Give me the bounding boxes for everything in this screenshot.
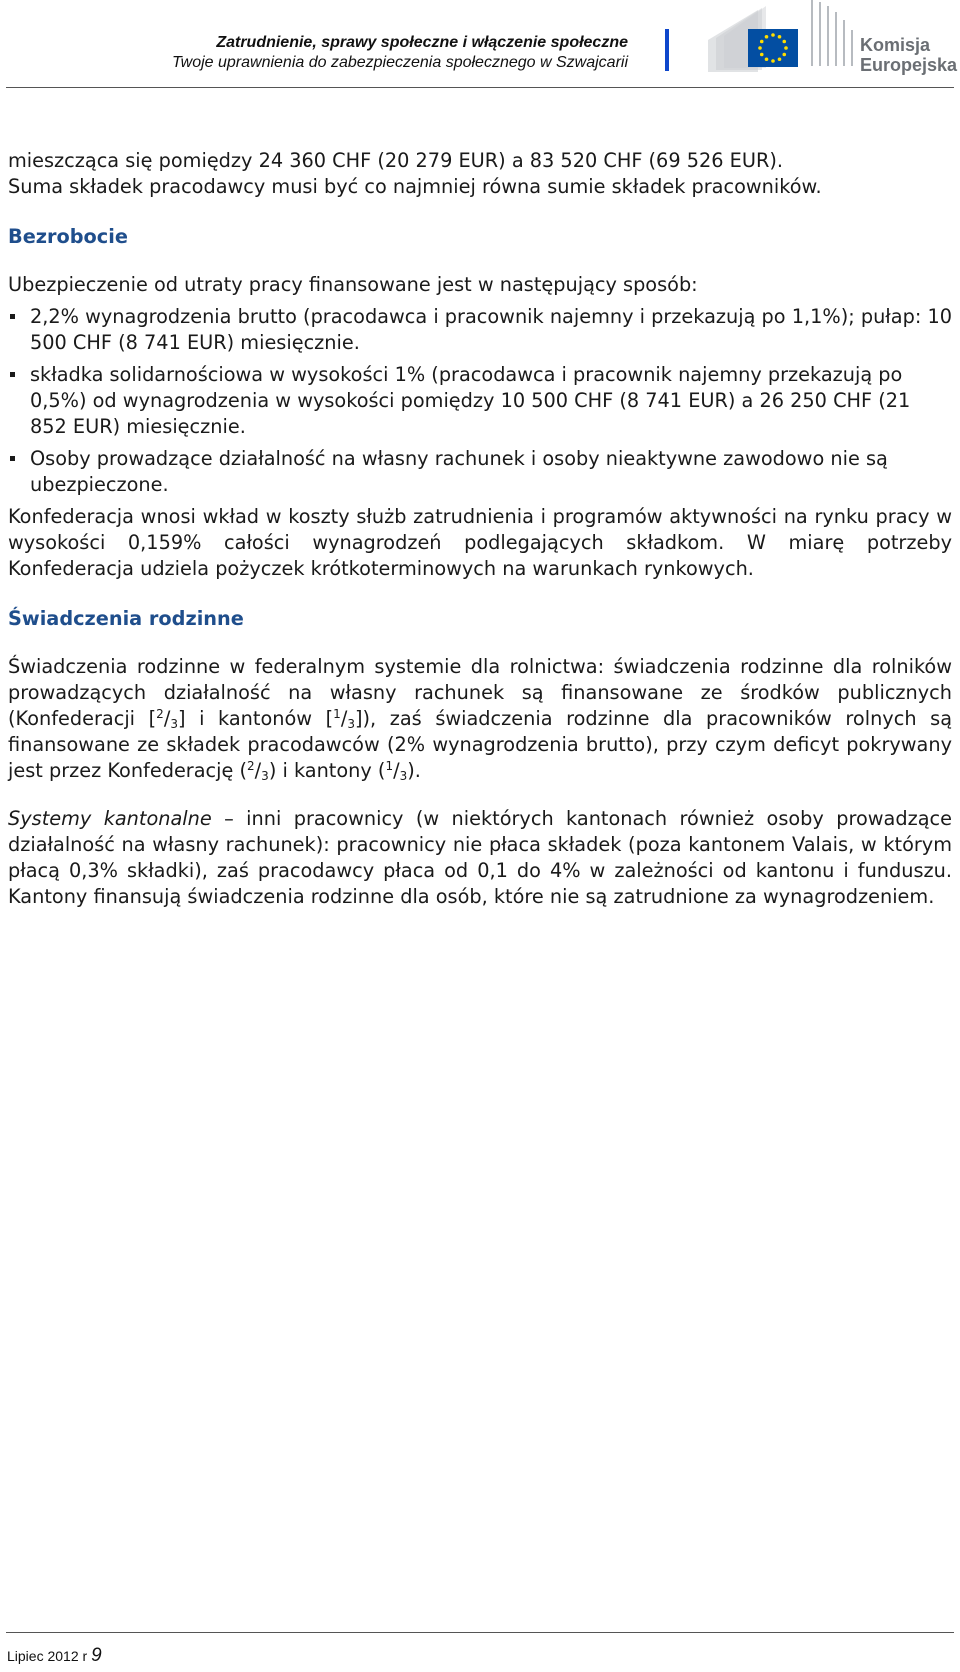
section-heading-unemployment: Bezrobocie bbox=[8, 225, 128, 248]
european-commission-logo bbox=[708, 0, 960, 82]
intro-line-1: mieszcząca się pomiędzy 24 360 CHF (20 279 EUR) a 83 520 CHF (69 526 EUR). bbox=[8, 149, 783, 172]
eu-star-icon bbox=[765, 57, 769, 61]
unemployment-bullet-list bbox=[8, 304, 952, 498]
bullet-square-icon bbox=[10, 314, 15, 319]
header-accent-bar bbox=[665, 29, 669, 71]
footer-rule bbox=[6, 1632, 954, 1633]
header-rule bbox=[6, 87, 954, 88]
eu-star-icon bbox=[782, 53, 786, 57]
eu-star-icon bbox=[778, 35, 782, 39]
eu-star-icon bbox=[760, 53, 764, 57]
page-footer bbox=[7, 1645, 102, 1667]
eu-star-icon bbox=[760, 40, 764, 44]
eu-star-icon bbox=[758, 46, 762, 50]
logo-wordmark: Komisja Europejska bbox=[860, 35, 958, 75]
list-item: składka solidarnościowa w wysokości 1% (pracodawca i pracownik najemny przekazują po 0,5%) od wynagrodzenia w wysokości pomiędzy 10 500 CHF (8 741 EUR) a 26 250 CHF (21 852 EUR) miesięcznie. bbox=[8, 362, 952, 440]
unemployment-lead: Ubezpieczenie od utraty pracy finansowane jest w następujący sposób: bbox=[8, 273, 698, 296]
family-paragraph-2: Systemy kantonalne – inni pracownicy (w niektórych kantonach również osoby prowadzące działalność na własny rachunek): pracownicy nie płaca składek (poza kantonem Valais, w którym płacą 0,3% składki), zaś pracodawcy płaca od 0,1 do 4% w zależności od kantonu i funduszu. Kantony finansują świadczenia rodzinne dla osób, które nie są zatrudnione za wynagrodzeniem. bbox=[8, 807, 952, 908]
page-header bbox=[0, 0, 960, 90]
bullet-square-icon bbox=[10, 456, 15, 461]
document-body bbox=[8, 148, 952, 910]
eu-star-icon bbox=[784, 46, 788, 50]
family-paragraph-1: Świadczenia rodzinne w federalnym systemie dla rolnictwa: świadczenia rodzinne dla rolników prowadzących działalność na własny rachunek są finansowane ze środków publicznych (Konfederacji $[^2/_3]$ i kantonów $[^1/_3]$), zaś świadczenia rodzinne dla pracowników rolnych są finansowane ze składek pracodawców (2% wynagrodzenia brutto), przy czym deficyt pokrywany jest przez Konfederację $(^2/_3)$ i kantony $(^1/_3)$. bbox=[8, 655, 953, 783]
list-item: Osoby prowadzące działalność na własny rachunek i osoby nieaktywne zawodowo nie są ubezpieczone. bbox=[8, 446, 952, 498]
header-title: Zatrudnienie, sprawy społeczne i włączenie społeczne bbox=[216, 34, 628, 51]
header-subtitle: Twoje uprawnienia do zabezpieczenia społecznego w Szwajcarii bbox=[172, 54, 628, 71]
list-item: 2,2% wynagrodzenia brutto (pracodawca i pracownik najemny i przekazują po 1,1%); pułap: 10 500 CHF (8 741 EUR) miesięcznie. bbox=[8, 304, 952, 356]
header-titles bbox=[172, 33, 628, 73]
eu-star-icon bbox=[778, 57, 782, 61]
eu-star-icon bbox=[771, 33, 775, 37]
eu-flag-building-icon bbox=[708, 0, 858, 82]
bullet-square-icon bbox=[10, 372, 15, 377]
intro-line-2: Suma składek pracodawcy musi być co najmniej równa sumie składek pracowników. bbox=[8, 175, 822, 198]
page-number: 9 bbox=[91, 1645, 102, 1666]
eu-star-icon bbox=[771, 59, 775, 63]
eu-star-icon bbox=[765, 35, 769, 39]
footer-date: Lipiec 2012 r bbox=[7, 1648, 92, 1664]
eu-star-icon bbox=[782, 40, 786, 44]
section-heading-family-benefits: Świadczenia rodzinne bbox=[8, 607, 244, 630]
unemployment-closing-paragraph: Konfederacja wnosi wkład w koszty służb zatrudnienia i programów aktywności na rynku pracy w wysokości 0,159% całości wynagrodzeń podlegających składkom. W miarę potrzeby Konfederacja udziela pożyczek krótkoterminowych na warunkach rynkowych. bbox=[8, 505, 952, 580]
